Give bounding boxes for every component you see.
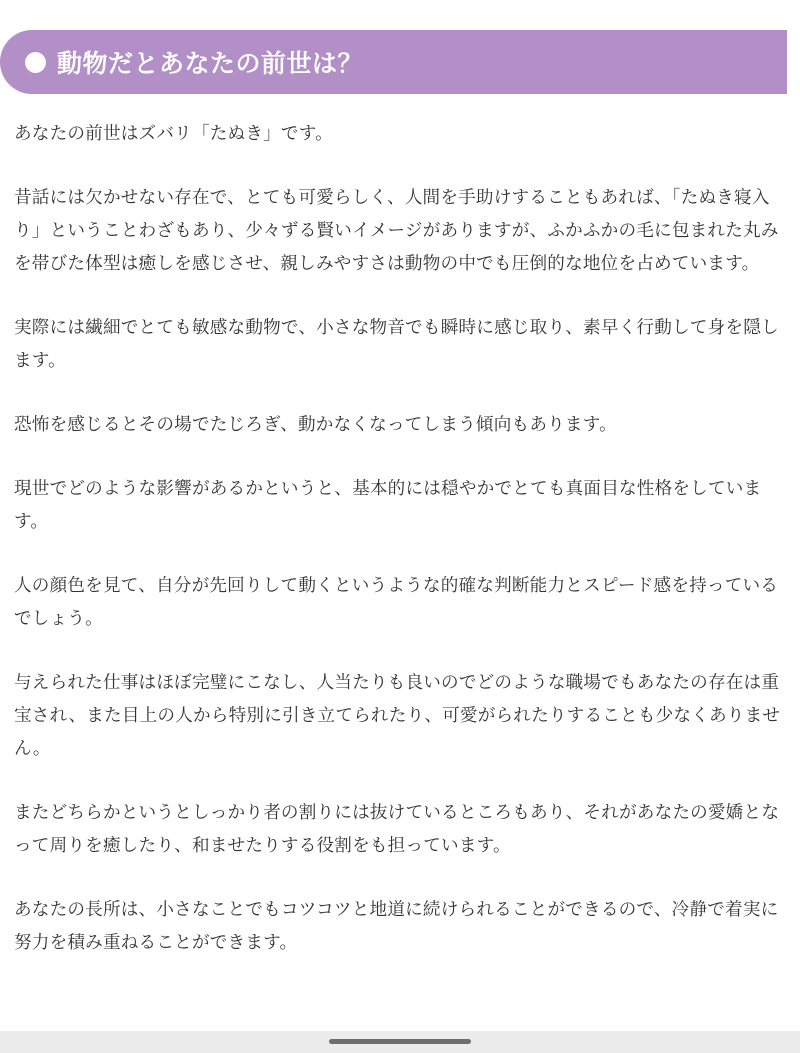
paragraph-7: 与えられた仕事はほぼ完璧にこなし、人当たりも良いのでどのような職場でもあなたの存在は重宝され、また目上の人から特別に引き立てられたり、可愛がられたりすることも少なくありません。 <box>14 673 781 759</box>
paragraph-8: またどちらかというとしっかり者の割りには抜けているところもあり、それがあなたの愛嬌となって周りを癒したり、和ませたりする役割をも担っています。 <box>14 803 780 856</box>
paragraph-5: 現世でどのような影響があるかというと、基本的には穏やかでとても真面目な性格をしています。 <box>14 479 762 532</box>
paragraph-4: 恐怖を感じるとその場でたじろぎ、動かなくなってしまう傾向もあります。 <box>14 415 617 435</box>
paragraph-1: あなたの前世はズバリ「たぬき」です。 <box>14 124 333 144</box>
paragraph-6: 人の顔色を見て、自分が先回りして動くというような的確な判断能力とスピード感を持っているでしょう。 <box>14 576 779 629</box>
bottom-system-bar <box>0 1031 800 1053</box>
section-title: 動物だとあなたの前世は？ <box>57 49 364 78</box>
article-body <box>14 118 786 991</box>
paragraph-9: あなたの長所は、小さなことでもコツコツと地道に続けられることができるので、冷静で着実に努力を積み重ねることができます。 <box>14 900 779 953</box>
home-indicator-handle[interactable] <box>329 1039 471 1044</box>
section-header <box>0 30 787 94</box>
white-circle-icon <box>25 52 46 73</box>
paragraph-2: 昔話には欠かせない存在で、とても可愛らしく、人間を手助けすることもあれば、「たぬき寝入り」ということわざもあり、少々ずる賢いイメージがありますが、ふかふかの毛に包まれた丸みを帯びた体型は癒しを感じさせ、親しみやすさは動物の中でも圧倒的な地位を占めています。 <box>14 188 779 274</box>
paragraph-3: 実際には繊細でとても敏感な動物で、小さな物音でも瞬時に感じ取り、素早く行動して身を隠します。 <box>14 318 779 371</box>
